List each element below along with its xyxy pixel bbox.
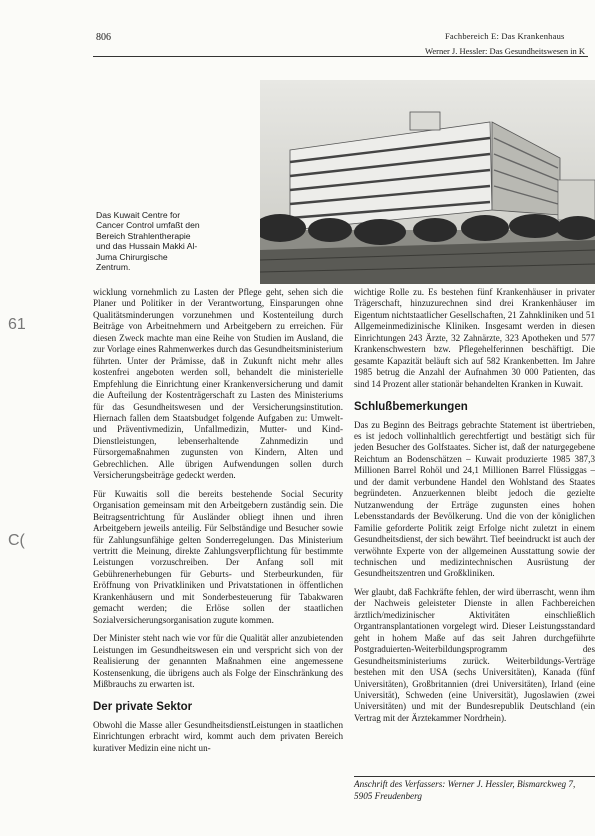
margin-mark-1: 61 [8,316,26,333]
left-column [93,287,343,761]
header-rule [93,56,588,57]
left-paragraph: Für Kuwaitis soll die bereits bestehende Social Security Organisation gemeinsam mit den Arbeitgebern zuständig sein. Die Beitragsentrichtung für Ausländer obliegt ihnen und ihren Arbeitgebern jeweils anteilig. Für Selbständige und Besucher sowie für Zahlungsunfähige gelten Sonderregelungen. Das Ministerium vertritt die Meinung, direkte Zahlungsverpflichtung für bestimmte Leistungen vorzuschreiben. Der Anfang soll mit Gebührenerhebungen für Geburts- und Sterbeurkunden, für Eröffnung von Privatkliniken und Privatstationen in öffentlichen Krankenhäusern und mit Sonderbesteuerung für Tabakwaren gemacht werden; die Erlöse sollen der staatlichen Sozialversicherungsorganisation zugute kommen. [93,488,343,625]
right-paragraph: Das zu Beginn des Beitrags gebrachte Statement ist übertrieben, es ist jedoch vollinhaltlich gerechtfertigt und bestätigt sich für jeden Besucher des Golfstaates. Sicher ist, daß der naturgegebene Reichtum an Bodenschätzen – Kuwait produzierte 1985 387,3 Millionen Barrel Rohöl und 24,1 Millionen Barrel Flüssiggas – und der damit verbundene Handel den Wohlstand des Staates begründeten. Anzuerkennen bleibt jedoch die gezielte Nutzanwendung der Erträge zugunsten eines hohen Lebensstandards der Bevölkerung. Und die von der königlichen Familie geforderte Politik zeigt Erfolge nicht zuletzt in einem Gesundheitsdienst, der sich bewährt. Tief beeindruckt ist auch der verwöhnte Experte von der allgemeinen Ausstattung sowie der technischen und medizintechnischen Ausrüstung der Gesundheitszentren und Großkliniken. [354,419,595,579]
left-paragraph: wicklung vornehmlich zu Lasten der Pflege geht, sehen sich die Planer und Politiker in der Verantwortung, Einsparungen ohne Qualitätsminderungen vorzunehmen und Kostenteilung durch Beiträge von Arbeitnehmern und Arbeitgebern zu erreichen. Für diesen Zweck machte man eine Reihe von Studien im Ausland, die zur Vorlage eines Rahmenwerkes durch das Gesundheitsministerium führten. Unter der Prämisse, daß in Zukunft nicht mehr alles kostenfrei angeboten werden soll, behandelt die ministerielle Empfehlung die Einrichtung einer Krankenversicherung und damit die Aufteilung der Kostenträgerschaft zu Lasten des Ministeriums für das Gesundheitswesen und der Versicherungsinstitution. Hiernach fallen dem Staatsbudget folgende Aufgaben zu: Umwelt- und Präventivmedizin, Unfallmedizin, Mutter- und Kind-Dienstleistungen, lebenserhaltende Zahnmedizin und Fürsorgemaßnahmen zugunsten von Kindern, Alten und Gebrechlichen. Alle übrigen Aufwendungen sollen durch Versicherungsbeiträge gedeckt werden. [93,287,343,481]
right-column [354,287,595,731]
margin-mark-2: C( [8,532,25,549]
section-heading-private-sector: Der private Sektor [93,701,193,714]
right-paragraph: Wer glaubt, daß Fachkräfte fehlen, der wird überrascht, wenn ihm der Nachweis geleisteter Dienste in allen Fachbereichen ärztlich/medizinischer Aktivitäten einschließlich Organtransplantationen vorgelegt wird. Dieser Leistungsstandard geht in hohem Maße auf das seit Jahren durchgeführte Postgraduierten-Weiterbildungsprogramm des Gesundheitsministeriums zurück. Weiterbildungs-Verträge bestehen mit den USA (sechs Universitäten), Kanada (fünf Universitäten), Großbritannien (drei Universitäten), Irland (eine Universität), Schweden (eine Universität), Jugoslawien (zwei Universitäten) und mit der Bundesrepublik Deutschland (ein Vertrag mit der Ärztekammer Nordrhein). [354,586,595,723]
right-paragraph: wichtige Rolle zu. Es bestehen fünf Krankenhäuser in privater Trägerschaft, hinzuzurechnen sind drei Krankenhäuser im Eigentum nichtstaatlicher Gesellschaften, 21 Zahnkliniken und 51 Allgemeinmedizinische Kliniken. Insgesamt werden in diesen Einrichtungen 243 Ärzte, 32 Zahnärzte, 323 Apotheken und 577 Krankenschwestern bzw. Pflegehelferinnen beschäftigt. Die gesamte Kapazität beläuft sich auf 582 Krankenbetten. Im Jahre 1985 betrug die Anzahl der Aufnahmen 30 000 Patienten, das sind 14 Prozent aller stationär behandelten Kranken in Kuwait. [354,287,595,389]
building-photo-icon [260,80,595,284]
photo-caption: Das Kuwait Centre for Cancer Control umfaßt den Bereich Strahlentherapie und das Hussain Makki Al-Juma Chirurgische Zentrum. [96,210,200,273]
running-title: Fachbereich E: Das Krankenhaus [445,31,565,41]
address-rule [354,776,595,777]
author-address: Anschrift des Verfassers: Werner J. Hessler, Bismarckweg 7, 5905 Freudenberg [354,779,576,801]
building-photo [260,80,595,284]
section-heading-conclusions: Schlußbemerkungen [354,401,468,414]
page-number: 806 [96,32,111,43]
running-author: Werner J. Hessler: Das Gesundheitswesen in K [425,46,586,56]
left-paragraph: Obwohl die Masse aller GesundheitsdienstLeistungen in staatlichen Einrichtungen erbracht wird, kommt auch dem privaten Bereich kurativer Medizin eine nicht un- [93,719,343,753]
left-paragraph: Der Minister steht nach wie vor für die Qualität aller anzubietenden Leistungen im Gesundheitswesen ein und verspricht sich von der Realisierung der genannten Maßnahmen eine angemessene Kostensenkung, die übrigens auch als Folge der Einschränkung des Mißbrauchs zu erwarten ist. [93,633,343,689]
